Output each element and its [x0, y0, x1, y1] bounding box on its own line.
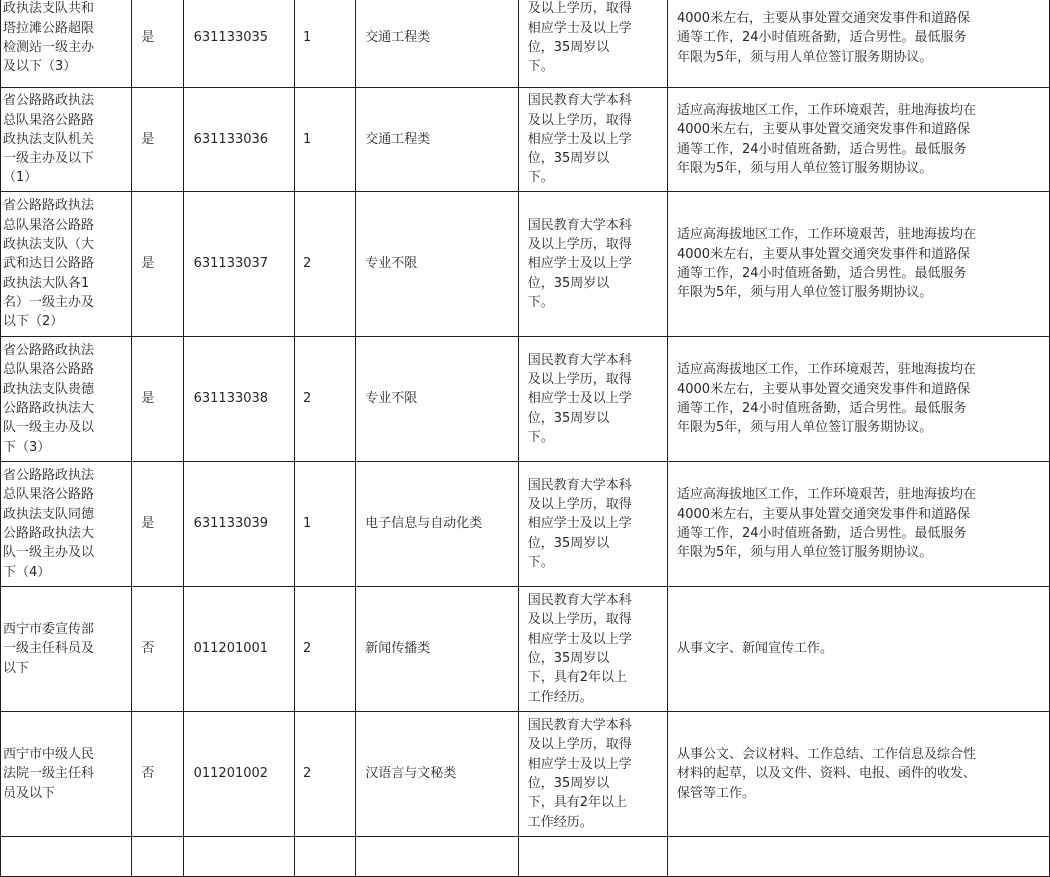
- education-text: [528, 591, 667, 707]
- education-text: [528, 716, 667, 832]
- education-cell: [518, 462, 667, 587]
- major-value: 专业不限: [365, 256, 418, 272]
- major-value: 交通工程类: [365, 131, 431, 147]
- text-line: 保管等工作。: [676, 785, 755, 801]
- text-line: 队一级主办及以: [3, 420, 95, 436]
- text-line: 公路路政执法大: [3, 526, 95, 541]
- position-code-cell: [183, 587, 294, 712]
- table-row: [1, 0, 1050, 88]
- related-major-cell: [132, 88, 183, 192]
- text-line: 政执法支队（大: [3, 237, 95, 253]
- related-major-value: 是: [141, 516, 155, 532]
- position-code-cell: [183, 462, 294, 587]
- notes-text: [677, 745, 1039, 803]
- related-major-cell: [132, 587, 183, 712]
- position-code-value: 631133038: [193, 391, 269, 407]
- major-cell: [356, 0, 519, 88]
- position-text: [3, 0, 131, 77]
- notes-cell: [667, 0, 1049, 88]
- notes-cell: [667, 462, 1049, 587]
- related-major-value: 是: [141, 391, 155, 407]
- education-cell: [518, 587, 667, 712]
- text-line: 及以上学历，取得: [527, 612, 632, 628]
- table-row: [1, 712, 1050, 837]
- text-line: 下（4）: [3, 564, 51, 580]
- related-major-cell: [132, 837, 183, 877]
- text-line: 工作经历。: [527, 689, 593, 705]
- text-line: 名）一级主办及: [3, 294, 95, 310]
- position-code-value: 631133037: [193, 256, 269, 272]
- text-line: 通等工作，24小时值班备勤，适合男性。最低服务: [676, 526, 967, 541]
- text-line: 及以上学历，取得: [527, 1, 632, 17]
- text-line: 以下（2）: [3, 314, 64, 330]
- headcount-value: 2: [302, 391, 312, 407]
- headcount-cell: [294, 337, 355, 462]
- text-line: 总队果洛公路路: [3, 112, 95, 128]
- education-text: [528, 216, 667, 312]
- position-code-value: 011201001: [193, 641, 269, 657]
- text-line: 法院一级主任科: [3, 766, 95, 782]
- position-code-cell: [183, 337, 294, 462]
- text-line: 位，35周岁以: [527, 40, 610, 55]
- text-line: 总队果洛公路路: [3, 217, 95, 233]
- table-row: [1, 192, 1050, 337]
- position-text: [3, 466, 131, 582]
- notes-text: [677, 9, 1039, 67]
- text-line: 政执法支队机关: [3, 131, 95, 147]
- position-code-cell: [183, 712, 294, 837]
- position-text: [3, 745, 131, 803]
- position-code-value: 631133036: [193, 131, 269, 147]
- related-major-cell: [132, 712, 183, 837]
- education-text: [528, 91, 667, 187]
- text-line: 省公路路政执法: [3, 93, 95, 109]
- headcount-cell: [294, 837, 355, 877]
- major-cell: [356, 337, 519, 462]
- position-code-cell: [183, 0, 294, 88]
- text-line: 总队果洛公路路: [3, 362, 95, 378]
- text-line: 及以上学历，取得: [527, 112, 632, 128]
- position-cell: [1, 587, 132, 712]
- education-cell: [518, 337, 667, 462]
- major-value: 专业不限: [365, 391, 418, 407]
- text-line: 通等工作，24小时值班备勤，适合男性。最低服务: [676, 401, 967, 416]
- position-code-cell: [183, 837, 294, 877]
- related-major-cell: [132, 0, 183, 88]
- text-line: 相应学士及以上学: [527, 756, 632, 772]
- text-line: 4000米左右，主要从事处置交通突发事件和道路保: [676, 381, 971, 397]
- text-line: 适应高海拔地区工作，工作环境艰苦，驻地海拔均在: [676, 227, 976, 243]
- major-cell: [356, 587, 519, 712]
- text-line: 通等工作，24小时值班备勤，适合男性。最低服务: [676, 30, 967, 46]
- text-line: 及以上学历，取得: [527, 237, 632, 253]
- text-line: 下，具有2年以上: [527, 795, 628, 811]
- notes-text: [677, 101, 1039, 178]
- major-cell: [356, 192, 519, 337]
- text-line: 公路路政执法大: [3, 401, 95, 416]
- text-line: 适应高海拔地区工作，工作环境艰苦，驻地海拔均在: [676, 487, 976, 503]
- text-line: 年限为5年，须与用人单位签订服务期协议。: [676, 420, 933, 436]
- position-cell: [1, 337, 132, 462]
- text-line: 相应学士及以上学: [527, 516, 632, 532]
- text-line: 西宁市委宣传部: [3, 622, 95, 638]
- text-line: 4000米左右，主要从事处置交通突发事件和道路保: [676, 11, 971, 27]
- text-line: 从事文字、新闻宣传工作。: [676, 641, 833, 657]
- position-cell: [1, 462, 132, 587]
- related-major-value: 否: [141, 641, 155, 657]
- headcount-cell: [294, 0, 355, 88]
- text-line: 队一级主办及以: [3, 545, 95, 561]
- headcount-cell: [294, 88, 355, 192]
- text-line: 以下: [3, 660, 30, 676]
- text-line: 年限为5年，须与用人单位签订服务期协议。: [676, 160, 933, 176]
- headcount-cell: [294, 462, 355, 587]
- text-line: 政执法支队共和: [3, 1, 95, 17]
- position-cell: [1, 837, 132, 877]
- headcount-cell: [294, 587, 355, 712]
- text-line: 4000米左右，主要从事处置交通突发事件和道路保: [676, 122, 971, 138]
- notes-cell: [667, 88, 1049, 192]
- text-line: 下（3）: [3, 439, 51, 455]
- text-line: 材料的起草，以及文件、资料、电报、函件的收发、: [676, 766, 976, 782]
- text-line: 国民教育大学本科: [527, 352, 632, 368]
- text-line: 国民教育大学本科: [527, 93, 632, 109]
- position-cell: [1, 192, 132, 337]
- text-line: 总队果洛公路路: [3, 487, 95, 503]
- text-line: 省公路路政执法: [3, 468, 95, 484]
- text-line: 省公路路政执法: [3, 198, 95, 214]
- related-major-value: 是: [141, 30, 155, 46]
- text-line: 下。: [527, 554, 554, 570]
- text-line: 一级主办及以下: [3, 151, 95, 167]
- headcount-cell: [294, 192, 355, 337]
- position-cell: [1, 0, 132, 88]
- education-cell: [518, 88, 667, 192]
- text-line: 位，35周岁以: [527, 410, 610, 426]
- notes-text: [677, 225, 1039, 302]
- education-cell: [518, 0, 667, 88]
- table-row: [1, 337, 1050, 462]
- related-major-cell: [132, 462, 183, 587]
- notes-cell: [667, 192, 1049, 337]
- major-cell: [356, 837, 519, 877]
- related-major-value: 否: [141, 766, 155, 782]
- text-line: 相应学士及以上学: [527, 131, 632, 147]
- education-cell: [518, 712, 667, 837]
- text-line: 位，35周岁以: [527, 275, 610, 291]
- text-line: 武和达日公路路: [3, 256, 95, 272]
- text-line: 通等工作，24小时值班备勤，适合男性。最低服务: [676, 141, 967, 157]
- text-line: 位，35周岁以: [527, 151, 610, 167]
- major-cell: [356, 462, 519, 587]
- text-line: 政执法支队贵德: [3, 381, 95, 397]
- headcount-value: 2: [302, 256, 312, 272]
- education-text: [528, 351, 667, 447]
- notes-text: [677, 485, 1039, 562]
- text-line: 年限为5年，须与用人单位签订服务期协议。: [676, 285, 933, 301]
- table-body: [1, 0, 1050, 877]
- text-line: 员及以下: [3, 785, 56, 801]
- text-line: 省公路路政执法: [3, 343, 95, 359]
- text-line: 下。: [527, 59, 554, 75]
- education-cell: [518, 837, 667, 877]
- text-line: 工作经历。: [527, 814, 593, 830]
- text-line: 4000米左右，主要从事处置交通突发事件和道路保: [676, 506, 971, 522]
- major-value: 新闻传播类: [365, 641, 431, 657]
- notes-text: [677, 639, 1039, 658]
- text-line: 相应学士及以上学: [527, 256, 632, 272]
- text-line: 相应学士及以上学: [527, 20, 632, 36]
- text-line: 政执法支队同德: [3, 506, 95, 522]
- text-line: 位，35周岁以: [527, 651, 610, 666]
- major-cell: [356, 88, 519, 192]
- position-cell: [1, 712, 132, 837]
- text-line: 及以上学历，取得: [527, 372, 632, 388]
- table-row: [1, 587, 1050, 712]
- position-code-cell: [183, 88, 294, 192]
- position-text: [3, 620, 131, 678]
- text-line: 适应高海拔地区工作，工作环境艰苦，驻地海拔均在: [676, 362, 976, 378]
- major-cell: [356, 712, 519, 837]
- text-line: 年限为5年，须与用人单位签订服务期协议。: [676, 545, 933, 561]
- position-text: [3, 341, 131, 457]
- education-text: [528, 0, 667, 77]
- text-line: 及以下（3）: [3, 59, 77, 75]
- education-cell: [518, 192, 667, 337]
- text-line: 一级主任科员及: [3, 641, 95, 657]
- table-row: [1, 88, 1050, 192]
- text-line: 国民教育大学本科: [527, 718, 632, 734]
- headcount-value: 2: [302, 766, 312, 782]
- major-value: 汉语言与文秘类: [365, 766, 457, 782]
- headcount-cell: [294, 712, 355, 837]
- position-cell: [1, 88, 132, 192]
- text-line: 塔拉滩公路超限: [3, 20, 95, 36]
- major-value: 电子信息与自动化类: [365, 516, 483, 532]
- position-text: [3, 91, 131, 187]
- education-text: [528, 476, 667, 572]
- text-line: 及以上学历，取得: [527, 497, 632, 513]
- text-line: 下。: [527, 429, 554, 445]
- text-line: 检测站一级主办: [3, 40, 95, 55]
- text-line: 4000米左右，主要从事处置交通突发事件和道路保: [676, 246, 971, 262]
- text-line: 位，35周岁以: [527, 535, 610, 551]
- headcount-value: 2: [302, 641, 312, 657]
- notes-cell: [667, 337, 1049, 462]
- headcount-value: 1: [302, 30, 312, 46]
- text-line: 从事公文、会议材料、工作总结、工作信息及综合性: [676, 747, 976, 763]
- text-line: 通等工作，24小时值班备勤，适合男性。最低服务: [676, 266, 967, 281]
- notes-cell: [667, 587, 1049, 712]
- text-line: 适应高海拔地区工作，工作环境艰苦，驻地海拔均在: [676, 102, 976, 118]
- text-line: 下，具有2年以上: [527, 670, 628, 686]
- text-line: 年限为5年，须与用人单位签订服务期协议。: [676, 49, 933, 65]
- text-line: 西宁市中级人民: [3, 747, 95, 763]
- table-row: [1, 462, 1050, 587]
- related-major-value: 是: [141, 256, 155, 272]
- text-line: 下。: [527, 170, 554, 186]
- text-line: 国民教育大学本科: [527, 477, 632, 493]
- text-line: 位，35周岁以: [527, 776, 610, 791]
- notes-cell: [667, 837, 1049, 877]
- related-major-cell: [132, 337, 183, 462]
- table-row: [1, 837, 1050, 877]
- notes-text: [677, 360, 1039, 437]
- major-value: 交通工程类: [365, 30, 431, 46]
- related-major-cell: [132, 192, 183, 337]
- headcount-value: 1: [302, 516, 312, 532]
- position-text: [3, 196, 131, 331]
- text-line: 相应学士及以上学: [527, 391, 632, 407]
- text-line: 政执法大队各1: [3, 275, 90, 291]
- related-major-value: 是: [141, 131, 155, 147]
- text-line: （1）: [3, 170, 38, 186]
- notes-cell: [667, 712, 1049, 837]
- headcount-value: 1: [302, 131, 312, 147]
- text-line: 下。: [527, 294, 554, 310]
- text-line: 国民教育大学本科: [527, 593, 632, 609]
- position-code-value: 631133039: [193, 516, 269, 532]
- text-line: 及以上学历，取得: [527, 737, 632, 753]
- position-code-value: 011201002: [193, 766, 269, 782]
- position-code-value: 631133035: [193, 30, 269, 46]
- text-line: 国民教育大学本科: [527, 217, 632, 233]
- position-code-cell: [183, 192, 294, 337]
- text-line: 相应学士及以上学: [527, 631, 632, 647]
